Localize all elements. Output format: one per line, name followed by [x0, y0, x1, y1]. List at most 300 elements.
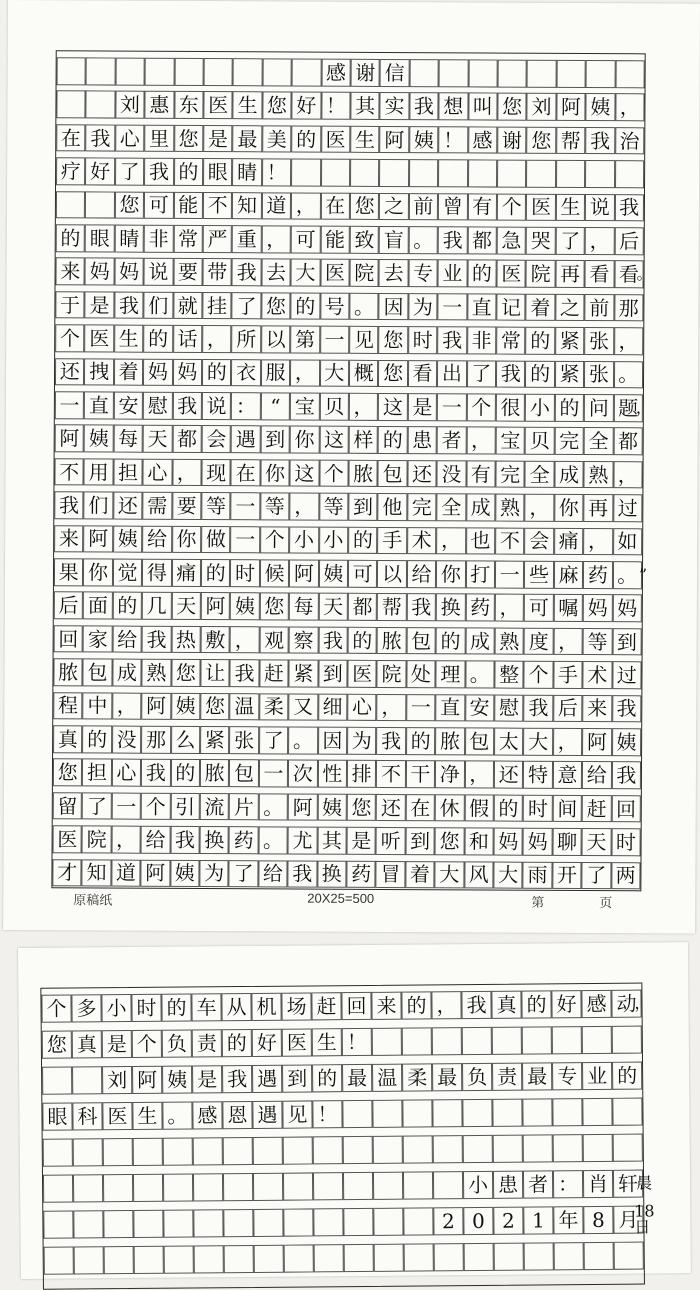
grid-cell: 曾	[438, 193, 468, 221]
grid-cell: 来	[54, 525, 84, 553]
grid-cell: 小	[289, 526, 319, 554]
grid-cell	[585, 160, 615, 188]
grid-cell	[133, 1138, 163, 1166]
grid-cell: 其	[317, 827, 347, 855]
grid-cell: 睛	[232, 158, 262, 186]
grid-cell: 紧	[555, 327, 585, 355]
grid-cell: 严	[203, 225, 233, 253]
grid-cell: 能	[173, 191, 203, 219]
grid-cell: 两	[611, 862, 641, 890]
grid-cell: 。	[258, 827, 288, 855]
grid-cell: 成	[112, 659, 142, 687]
grid-cell: 院	[350, 259, 380, 287]
manuscript-row	[55, 318, 643, 354]
grid-cell: 着	[114, 358, 144, 386]
grid-cell	[498, 60, 528, 88]
grid-cell: 换	[317, 860, 347, 888]
grid-cell: 。	[349, 293, 379, 321]
grid-cell: 睛	[114, 225, 144, 253]
grid-cell	[527, 60, 557, 88]
manuscript-row	[56, 252, 653, 288]
grid-cell: ，	[495, 594, 525, 622]
grid-cell: 没	[112, 726, 142, 754]
grid-cell: 2	[493, 1207, 523, 1235]
grid-cell: 包	[83, 659, 113, 687]
grid-cell: 恩	[222, 1101, 252, 1129]
grid-cell: 拽	[84, 358, 114, 386]
grid-cell: 的	[436, 627, 466, 655]
grid-cell: 是	[408, 393, 438, 421]
grid-cell: ，	[377, 694, 407, 722]
grid-cell: 我	[524, 694, 554, 722]
grid-cell: 慰	[143, 392, 173, 420]
grid-cell: 机	[251, 993, 281, 1021]
grid-cell: 时	[523, 795, 553, 823]
grid-cell: 生	[233, 92, 263, 120]
grid-cell: 完	[407, 493, 437, 521]
grid-cell: 医	[53, 825, 83, 853]
grid-cell	[223, 1209, 253, 1237]
grid-cell: 心	[347, 693, 377, 721]
grid-cell: 感	[321, 59, 351, 87]
grid-cell	[464, 1243, 494, 1271]
grid-cell: 的	[521, 990, 551, 1018]
grid-cell: 妈	[173, 358, 203, 386]
manuscript-row	[52, 853, 640, 889]
grid-cell: ，	[349, 393, 379, 421]
grid-cell: ，	[202, 325, 232, 353]
grid-cell: ，	[230, 626, 260, 654]
grid-cell	[56, 191, 86, 219]
grid-cell: 我	[407, 593, 437, 621]
grid-cell: 是	[85, 291, 115, 319]
grid-cell: 个	[41, 995, 71, 1023]
grid-cell: 轩	[613, 1170, 643, 1198]
grid-cell	[163, 1137, 193, 1165]
grid-cell: 之	[379, 193, 409, 221]
manuscript-row	[43, 1128, 643, 1169]
grid-cell: 贝	[525, 427, 555, 455]
grid-cell: ，	[289, 493, 319, 521]
grid-cell: 我	[318, 626, 348, 654]
grid-cell: 到	[318, 660, 348, 688]
grid-cell: 一	[112, 792, 142, 820]
manuscript-row	[55, 285, 643, 321]
grid-cell: 衣	[231, 359, 261, 387]
grid-cell: 时	[408, 326, 438, 354]
grid-cell	[402, 1099, 432, 1127]
grid-cell: 阿	[582, 728, 612, 756]
grid-cell: 药	[346, 860, 376, 888]
grid-cell: 的	[525, 360, 555, 388]
grid-cell: 不	[376, 760, 406, 788]
grid-cell	[492, 1027, 522, 1055]
grid-cell: 安	[465, 694, 495, 722]
grid-cell: 哭	[526, 227, 556, 255]
grid-cell: 一	[320, 326, 350, 354]
grid-cell: 们	[144, 292, 174, 320]
grid-cell: 您	[42, 1031, 72, 1059]
grid-cell	[439, 59, 469, 87]
grid-cell: 熟	[584, 461, 614, 489]
grid-cell: 服	[261, 359, 291, 387]
grid-cell: 一	[230, 526, 260, 554]
grid-cell	[133, 1210, 163, 1238]
grid-cell: 术	[407, 527, 437, 555]
grid-cell: 我	[611, 762, 641, 790]
grid-cell: 您	[200, 693, 230, 721]
manuscript-row	[56, 218, 644, 254]
grid-cell: 医	[347, 660, 377, 688]
grid-cell: 重	[232, 225, 262, 253]
grid-cell: 因	[318, 727, 348, 755]
grid-cell: 惠	[145, 91, 175, 119]
grid-cell: 之	[555, 294, 585, 322]
grid-cell: 阿	[288, 793, 318, 821]
grid-cell: 排	[347, 760, 377, 788]
grid-cell: 观	[259, 626, 289, 654]
grid-cell: 脓	[200, 759, 230, 787]
grid-cell: 直	[467, 293, 497, 321]
grid-cell: 为	[347, 727, 377, 755]
grid-cell	[103, 1174, 133, 1202]
grid-cell: 负	[462, 1063, 492, 1091]
grid-cell	[372, 1100, 402, 1128]
grid-cell: 才	[52, 859, 82, 887]
grid-cell	[253, 1209, 283, 1237]
grid-cell: 安	[114, 392, 144, 420]
grid-cell: 几	[142, 592, 172, 620]
grid-cell: 遇	[252, 1065, 282, 1093]
grid-cell: 意	[553, 761, 583, 789]
grid-cell: 0	[463, 1207, 493, 1235]
grid-cell: 着	[405, 861, 435, 889]
grid-cell: 院	[377, 660, 407, 688]
grid-cell: 担	[113, 458, 143, 486]
grid-cell: 妈	[114, 258, 144, 286]
grid-cell: 果	[54, 558, 84, 586]
grid-cell: 不	[54, 458, 84, 486]
grid-cell: 是	[102, 1030, 132, 1058]
grid-cell: 患	[407, 426, 437, 454]
grid-cell: 看	[614, 261, 644, 289]
manuscript-row	[53, 652, 641, 688]
manuscript-grid-page-1	[51, 50, 653, 891]
grid-cell: 帮	[377, 593, 407, 621]
grid-cell: 阿	[55, 425, 85, 453]
grid-cell: 不	[495, 527, 525, 555]
grid-cell: 非	[467, 327, 497, 355]
grid-cell: 姨	[586, 93, 616, 121]
manuscript-row	[54, 586, 642, 622]
grid-cell: 场	[281, 992, 311, 1020]
grid-cell: 妈	[583, 594, 613, 622]
grid-cell: 药	[583, 561, 613, 589]
grid-cell	[615, 60, 645, 88]
grid-cell: 者	[523, 1170, 553, 1198]
grid-cell: 和	[464, 828, 494, 856]
grid-cell: 性	[317, 760, 347, 788]
grid-cell: 感	[192, 1101, 222, 1129]
grid-cell: 你	[436, 560, 466, 588]
grid-cell: 的	[526, 327, 556, 355]
grid-cell: 里	[144, 125, 174, 153]
grid-cell: 姨	[113, 525, 143, 553]
grid-cell	[463, 1135, 493, 1163]
manuscript-row	[41, 984, 651, 1025]
grid-cell: 回	[341, 992, 371, 1020]
grid-cell: 。	[408, 226, 438, 254]
grid-cell: ：	[553, 1170, 583, 1198]
grid-cell: 我	[376, 727, 406, 755]
grid-cell: 一	[437, 393, 467, 421]
grid-cell: 疗	[56, 157, 86, 185]
grid-cell: 谢	[351, 59, 381, 87]
grid-cell	[615, 160, 645, 188]
grid-cell: 察	[289, 626, 319, 654]
grid-cell: 到	[405, 827, 435, 855]
grid-cell	[584, 1242, 614, 1270]
grid-cell: ，	[431, 991, 461, 1019]
grid-cell: 大	[435, 861, 465, 889]
grid-cell: 到	[348, 493, 378, 521]
grid-cell	[86, 91, 116, 119]
grid-cell: ，	[290, 359, 320, 387]
grid-cell: 说	[144, 258, 174, 286]
grid-cell	[193, 1173, 223, 1201]
page-number-suffix: 页	[599, 895, 613, 911]
grid-cell: 成	[466, 494, 496, 522]
grid-cell	[163, 1209, 193, 1237]
grid-cell: 都	[348, 593, 378, 621]
manuscript-row	[42, 1056, 642, 1097]
grid-cell	[204, 58, 234, 86]
grid-cell: 温	[230, 693, 260, 721]
grid-cell: 为	[199, 860, 229, 888]
grid-cell: 因	[379, 293, 409, 321]
grid-cell: 急	[497, 227, 527, 255]
grid-cell	[57, 57, 87, 85]
grid-cell: 的	[291, 292, 321, 320]
grid-cell: 这	[290, 459, 320, 487]
grid-cell: 到	[260, 426, 290, 454]
manuscript-row	[43, 1200, 655, 1241]
grid-cell: 又	[288, 693, 318, 721]
grid-cell	[193, 1209, 223, 1237]
grid-cell: 问	[584, 394, 614, 422]
grid-cell: 的	[202, 359, 232, 387]
grid-cell: 休	[435, 794, 465, 822]
grid-cell: ，	[466, 427, 496, 455]
grid-cell	[43, 1175, 73, 1203]
grid-cell: 姨	[162, 1065, 192, 1093]
grid-cell: 的	[312, 1064, 342, 1092]
grid-cell: 的	[612, 1062, 642, 1090]
grid-cell: 赶	[259, 660, 289, 688]
grid-cell: 真	[53, 725, 83, 753]
grid-cell: 做	[201, 526, 231, 554]
manuscript-row	[54, 519, 642, 555]
grid-cell: 每	[113, 425, 143, 453]
grid-cell: ！	[321, 92, 351, 120]
grid-cell: 我	[114, 291, 144, 319]
grid-cell: 细	[318, 693, 348, 721]
grid-cell	[104, 1246, 134, 1274]
grid-cell: 药	[229, 826, 259, 854]
grid-cell: 的	[291, 125, 321, 153]
grid-cell	[43, 1211, 73, 1239]
margin-char: ，	[635, 398, 652, 418]
grid-cell: 宝	[290, 392, 320, 420]
grid-cell: 阿	[380, 126, 410, 154]
grid-cell: 我	[409, 92, 439, 120]
grid-cell	[313, 1208, 343, 1236]
grid-cell	[462, 1099, 492, 1127]
grid-cell: 从	[221, 993, 251, 1021]
grid-cell: 您	[262, 92, 292, 120]
grid-cell: 觉	[113, 559, 143, 587]
grid-cell: 遇	[231, 426, 261, 454]
grid-cell: 见	[282, 1100, 312, 1128]
grid-cell	[497, 160, 527, 188]
grid-cell: 好	[85, 158, 115, 186]
grid-cell: 包	[465, 727, 495, 755]
grid-cell: 感	[468, 126, 498, 154]
grid-cell: 候	[260, 559, 290, 587]
grid-cell: 紧	[200, 726, 230, 754]
grid-cell: 知	[232, 192, 262, 220]
grid-cell: 痛	[554, 527, 584, 555]
grid-cell: 在	[56, 124, 86, 152]
grid-cell	[373, 1172, 403, 1200]
grid-cell: 不	[203, 192, 233, 220]
grid-cell: 道	[262, 192, 292, 220]
grid-cell	[556, 160, 586, 188]
grid-cell	[284, 1244, 314, 1272]
manuscript-row	[42, 1020, 642, 1061]
grid-cell: 我	[172, 392, 202, 420]
grid-cell: 程	[53, 692, 83, 720]
grid-cell	[233, 58, 263, 86]
grid-cell	[133, 1174, 163, 1202]
grid-cell	[493, 1135, 523, 1163]
grid-cell: 我	[461, 991, 491, 1019]
manuscript-row	[54, 452, 642, 488]
grid-cell: 一	[438, 293, 468, 321]
grid-cell: 姨	[317, 793, 347, 821]
grid-cell: 我	[288, 860, 318, 888]
grid-cell: 是	[192, 1065, 222, 1093]
grid-cell	[523, 1134, 553, 1162]
grid-cell: 号	[320, 292, 350, 320]
grid-cell: 会	[202, 425, 232, 453]
grid-cell: 你	[290, 426, 320, 454]
grid-cell: 张	[584, 327, 614, 355]
grid-cell: 其	[350, 92, 380, 120]
grid-cell	[553, 1134, 583, 1162]
grid-cell: 的	[143, 325, 173, 353]
grid-cell: 给	[142, 525, 172, 553]
grid-cell	[73, 1138, 103, 1166]
grid-cell: 我	[142, 626, 172, 654]
grid-cell: ，	[525, 494, 555, 522]
grid-cell	[404, 1243, 434, 1271]
grid-cell: 个	[141, 793, 171, 821]
grid-cell: 常	[173, 225, 203, 253]
grid-cell	[174, 58, 204, 86]
grid-cell: 阿	[141, 859, 171, 887]
grid-cell: ，	[436, 527, 466, 555]
grid-cell: 姨	[319, 560, 349, 588]
grid-cell: 姨	[230, 593, 260, 621]
grid-cell: 还	[407, 460, 437, 488]
grid-cell: 也	[466, 527, 496, 555]
grid-cell: 熟	[495, 494, 525, 522]
grid-cell	[462, 1027, 492, 1055]
grid-cell: 挂	[202, 292, 232, 320]
grid-cell: 到	[612, 628, 642, 656]
grid-cell: 前	[585, 294, 615, 322]
grid-cell: 熟	[142, 659, 172, 687]
grid-cell: 我	[585, 127, 615, 155]
grid-cell: 样	[349, 426, 379, 454]
grid-cell	[343, 1208, 373, 1236]
grid-cell	[313, 1172, 343, 1200]
manuscript-sheet-page-2	[18, 942, 691, 1279]
grid-cell: 药	[465, 594, 495, 622]
grid-cell	[73, 1174, 103, 1202]
grid-cell: ，	[615, 94, 645, 122]
grid-cell: 感	[581, 990, 611, 1018]
grid-cell: 还	[376, 794, 406, 822]
grid-cell: 是	[347, 827, 377, 855]
grid-cell: 都	[613, 428, 643, 456]
grid-cell: 包	[406, 627, 436, 655]
grid-cell: 妈	[523, 828, 553, 856]
grid-cell: 姨	[612, 728, 642, 756]
grid-cell: 会	[524, 527, 554, 555]
grid-cell: 要	[172, 492, 202, 520]
grid-cell: 换	[200, 826, 230, 854]
grid-cell: 温	[372, 1064, 402, 1092]
grid-cell: 可	[144, 191, 174, 219]
grid-cell	[321, 159, 351, 187]
grid-cell: 。	[613, 561, 643, 589]
grid-cell: 假	[464, 794, 494, 822]
grid-cell: 麻	[554, 561, 584, 589]
grid-cell: 您	[174, 125, 204, 153]
grid-cell: 院	[82, 826, 112, 854]
grid-cell	[254, 1245, 284, 1273]
grid-cell: 还	[113, 492, 143, 520]
grid-cell: 眼	[85, 224, 115, 252]
grid-cell: 紧	[289, 660, 319, 688]
grid-cell: 在	[320, 192, 350, 220]
grid-cell: 小	[101, 994, 131, 1022]
grid-cell: 风	[464, 861, 494, 889]
grid-cell: 阿	[201, 592, 231, 620]
grid-cell: 张	[584, 361, 614, 389]
grid-cell: 眼	[203, 158, 233, 186]
grid-cell: ！	[438, 126, 468, 154]
grid-cell: 还	[494, 761, 524, 789]
grid-cell	[526, 160, 556, 188]
grid-cell: 熟	[495, 627, 525, 655]
grid-cell: 您	[53, 759, 83, 787]
grid-cell	[438, 159, 468, 187]
grid-cell: 天	[582, 828, 612, 856]
manuscript-row	[57, 51, 645, 87]
